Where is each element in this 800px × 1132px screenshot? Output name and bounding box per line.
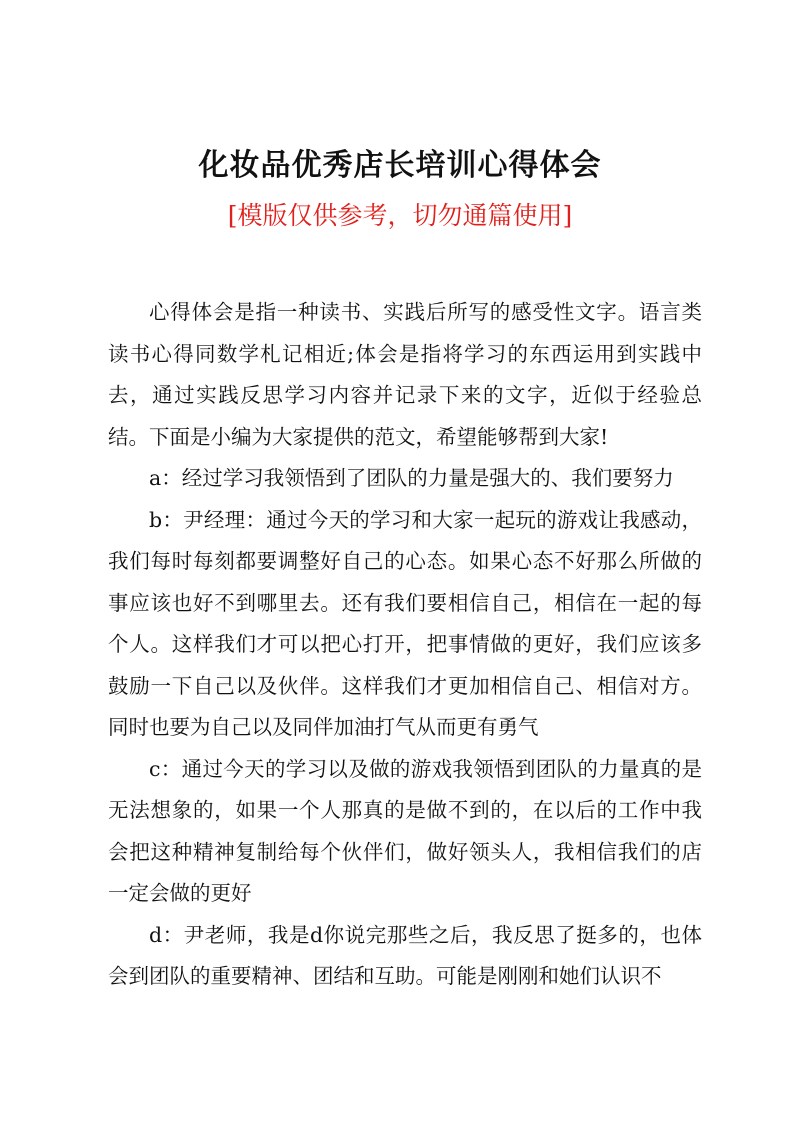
document-body <box>108 292 702 998</box>
paragraph-b: b：尹经理：通过今天的学习和大家一起玩的游戏让我感动，我们每时每刻都要调整好自己的心态。如果心态不好那么所做的事应该也好不到哪里去。还有我们要相信自己，相信在一起的每个人。这样我们才可以把心打开，把事情做的更好，我们应该多鼓励一下自己以及伙伴。这样我们才更加相信自己、相信对方。同时也要为自己以及同伴加油打气从而更有勇气 <box>108 507 702 739</box>
paragraph-c: c：通过今天的学习以及做的游戏我领悟到团队的力量真的是无法想象的，如果一个人那真的是做不到的，在以后的工作中我会把这种精神复制给每个伙伴们，做好领头人，我相信我们的店一定会做的更好 <box>108 756 702 905</box>
document-title: 化妆品优秀店长培训心得体会 <box>198 148 602 183</box>
template-disclaimer: [模版仅供参考，切勿通篇使用] <box>227 201 573 230</box>
paragraph-d: d：尹老师，我是d你说完那些之后，我反思了挺多的，也体会到团队的重要精神、团结和互助。可能是刚刚和她们认识不 <box>108 922 702 988</box>
paragraph-a: a：经过学习我领悟到了团队的力量是强大的、我们要努力 <box>149 466 674 490</box>
paragraph-intro: 心得体会是指一种读书、实践后所写的感受性文字。语言类读书心得同数学札记相近;体会是指将学习的东西运用到实践中去，通过实践反思学习内容并记录下来的文字，近似于经验总结。下面是小编为大家提供的范文，希望能够帮到大家! <box>108 300 702 449</box>
